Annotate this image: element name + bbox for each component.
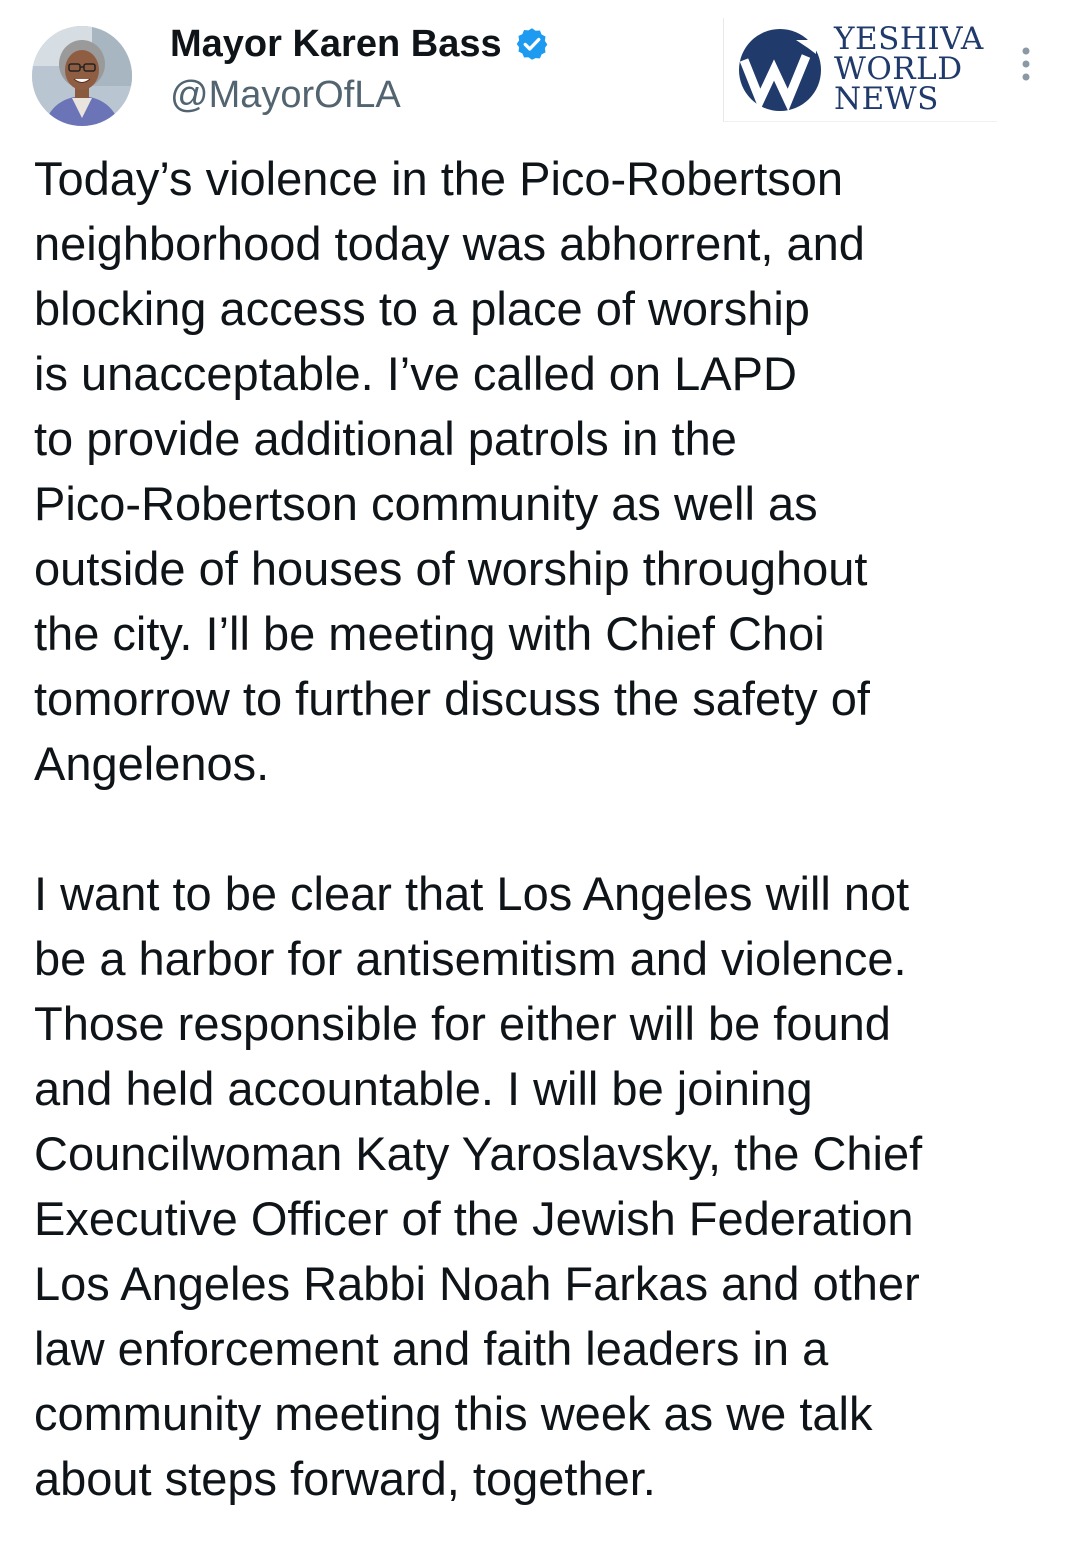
author-name-row — [170, 20, 550, 68]
watermark-text — [834, 21, 984, 117]
yeshiva-world-news-watermark — [723, 18, 997, 122]
tweet-header — [0, 0, 1080, 130]
tweet-paragraph-1: Today’s violence in the Pico-Robertson neighborhood today was abhorrent, and blocking access to a place of worship is unacceptable. I’ve called on LAPD to provide additional patrols in the Pico-Robertson community as well as outside of houses of worship throughout the city. I’ll be meeting with Chief Choi tomorrow to further discuss the safety of Angelenos. — [34, 152, 870, 790]
author-avatar[interactable] — [32, 26, 132, 126]
ywn-logo-icon — [730, 26, 830, 114]
tweet-paragraph-2: I want to be clear that Los Angeles will not be a harbor for antisemitism and violence. Those responsible for either will be found and held accountable. I will be joining Councilwoman Katy Yaroslavsky, the Chief Executive Officer of the Jewish Federation Los Angeles Rabbi Noah Farkas and other law enforcement and faith leaders in a community meeting this week as we talk about steps forward, together. — [34, 867, 923, 1505]
verified-badge-icon — [514, 26, 550, 62]
author-handle[interactable]: @MayorOfLA — [170, 74, 401, 116]
watermark-line-yeshiva: YESHIVA — [834, 21, 984, 57]
watermark-line-news: NEWS — [834, 81, 939, 117]
tweet-text — [34, 146, 1054, 1511]
more-vertical-icon[interactable] — [1016, 44, 1036, 84]
avatar-photo — [32, 26, 132, 126]
watermark-line-world: WORLD — [834, 51, 963, 87]
author-display-name[interactable]: Mayor Karen Bass — [170, 23, 502, 65]
